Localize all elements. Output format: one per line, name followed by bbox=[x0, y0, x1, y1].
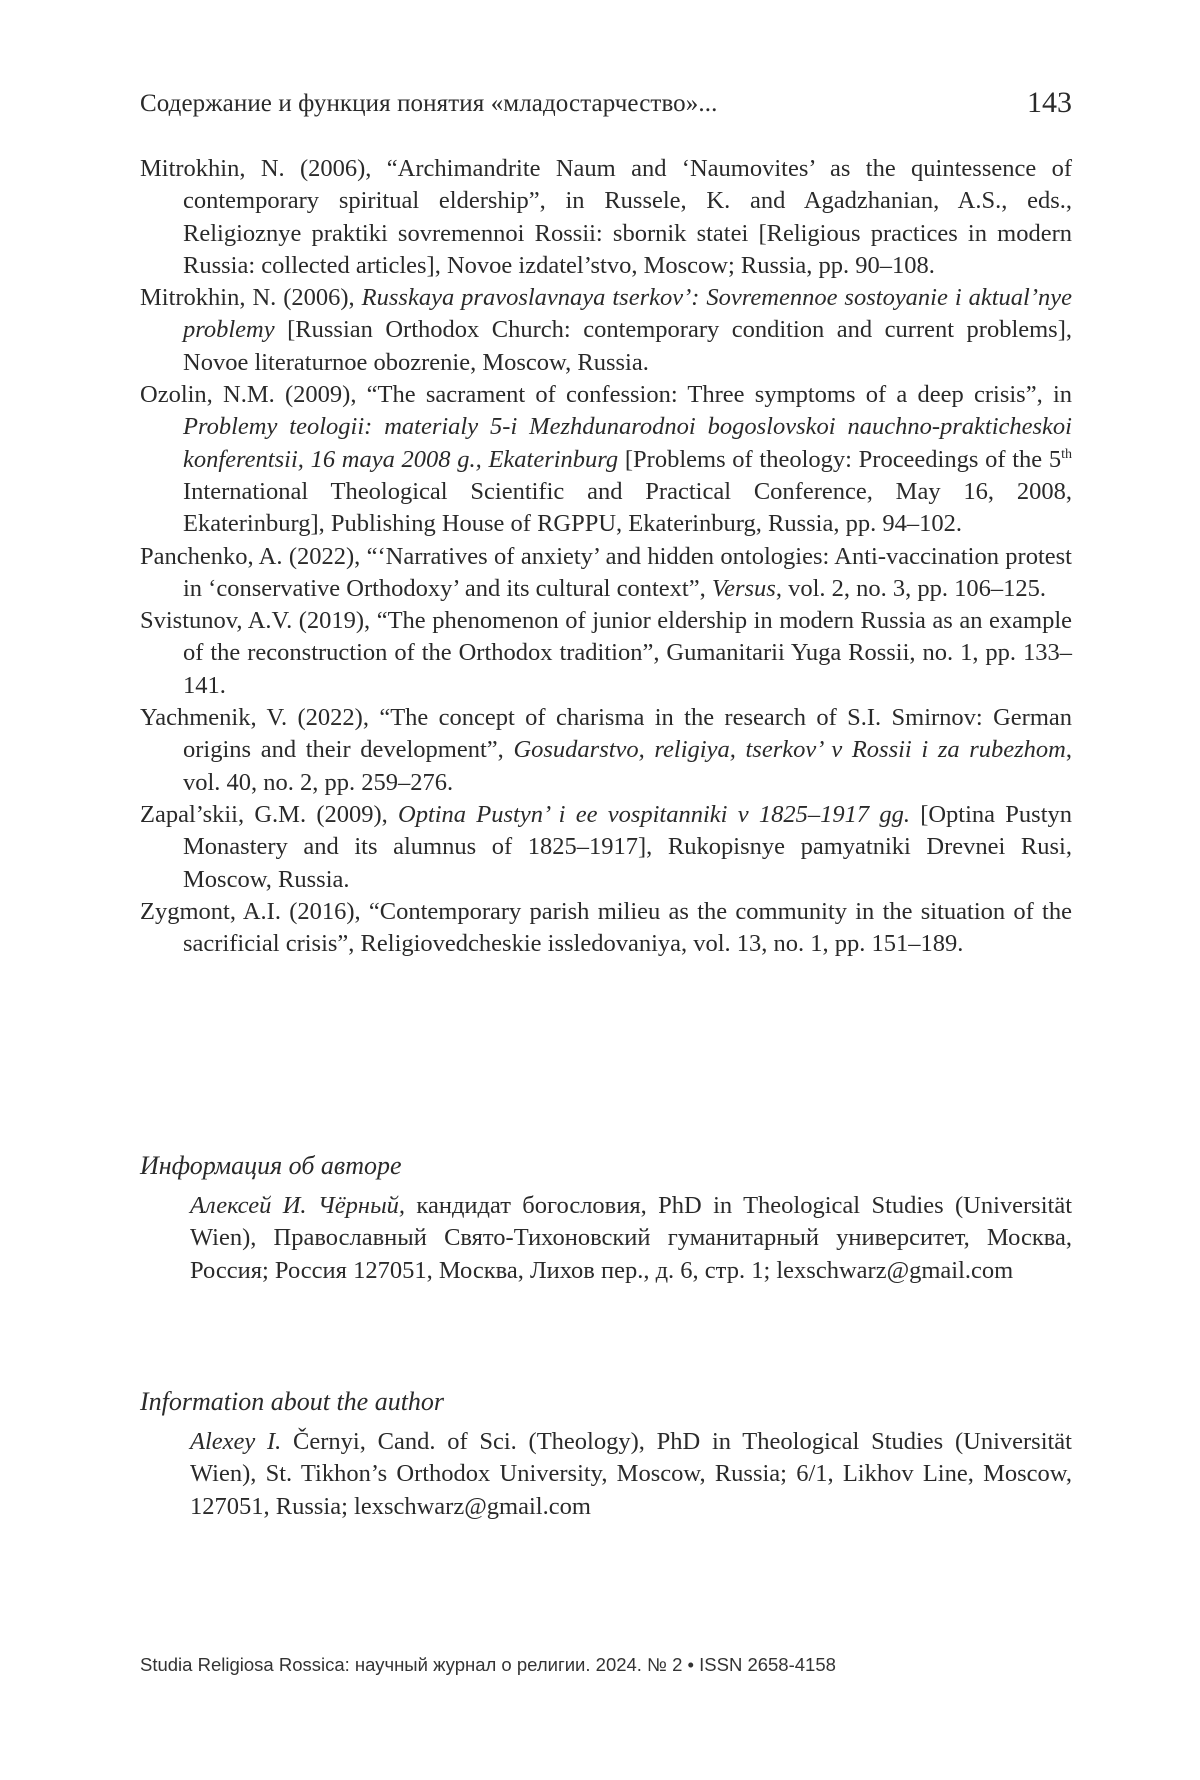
reference-item: Zygmont, A.I. (2016), “Contemporary parish milieu as the community in the situation of the sacrificial crisis”, Religiovedcheskie issledovaniya, vol. 13, no. 1, pp. 151–189. bbox=[140, 897, 1072, 958]
running-header bbox=[140, 86, 1072, 122]
reference-item: Mitrokhin, N. (2006), “Archimandrite Naum and ‘Naumovites’ as the quintessence of contemporary spiritual eldership”, in Russele, K. and Agadzhanian, A.S., eds., Religioznye praktiki sovremennoi Rossii: sbornik statei [Religious practices in modern Russia: collected articles], Novoe izdatel’stvo, Moscow; Russia, pp. 90–108. bbox=[140, 155, 1072, 279]
author-name-en: Alexey I. bbox=[190, 1428, 282, 1455]
reference-item: Ozolin, N.M. (2009), “The sacrament of confession: Three symptoms of a deep crisis”, in Problemy teologii: materialy 5-i Mezhdunarodnoi bogoslovskoi nauchno-prakticheskoi konferentsii, 16 maya 2008 g., Ekaterinburg [Problems of theology: Proceedings of the 5th International Theological Scientific and Practical Conference, May 16, 2008, Ekaterinburg], Publishing House of RGPPU, Ekaterinburg, Russia, pp. 94–102. bbox=[140, 381, 1072, 538]
reference-item: Yachmenik, V. (2022), “The concept of charisma in the research of S.I. Smirnov: German origins and their development”, Gosudarstvo, religiya, tserkov’ v Rossii i za rubezhom, vol. 40, no. 2, pp. 259–276. bbox=[140, 704, 1073, 796]
journal-page bbox=[140, 0, 1072, 1780]
author-info-english bbox=[140, 1386, 1072, 1523]
author-info-russian bbox=[140, 1150, 1072, 1287]
page-number: 143 bbox=[1027, 86, 1072, 119]
reference-item: Panchenko, A. (2022), “‘Narratives of anxiety’ and hidden ontologies: Anti-vaccination protest in ‘conservative Orthodoxy’ and its cultural context”, Versus, vol. 2, no. 3, pp. 106–125. bbox=[140, 542, 1072, 602]
reference-item: Mitrokhin, N. (2006), Russkaya pravoslavnaya tserkov’: Sovremennoe sostoyanie i aktual’nye problemy [Russian Orthodox Church: contemporary condition and current problems], Novoe literaturnoe obozrenie, Moscow, Russia. bbox=[140, 284, 1073, 376]
author-info-heading-ru: Информация об авторе bbox=[140, 1151, 402, 1180]
reference-item: Zapal’skii, G.M. (2009), Optina Pustyn’ i ee vospitanniki v 1825–1917 gg. [Optina Pustyn Monastery and its alumnus of 1825–1917], Rukopisnye pamyatniki Drevnei Rusi, Moscow, Russia. bbox=[140, 800, 1072, 893]
author-name-ru: Алексей И. Чёрный, bbox=[190, 1192, 406, 1219]
running-title: Содержание и функция понятия «младостарчество»... bbox=[140, 90, 718, 117]
journal-footer: Studia Religiosa Rossica: научный журнал о религии. 2024. № 2 • ISSN 2658-4158 bbox=[140, 1654, 836, 1675]
author-info-text-en: Alexey I. Černyi, Cand. of Sci. (Theology), PhD in Theological Studies (Universität Wien), St. Tikhon’s Orthodox University, Moscow, Russia; 6/1, Likhov Line, Moscow, 127051, Russia; lexschwarz@gmail.com bbox=[190, 1428, 1072, 1520]
author-info-text-ru: Алексей И. Чёрный, кандидат богословия, PhD in Theological Studies (Universität Wien), Православный Свято-Тихоновский гуманитарный университет, Москва, Россия; Россия 127051, Москва, Лихов пер., д. 6, стр. 1; lexschwarz@gmail.com bbox=[190, 1192, 1073, 1284]
author-info-heading-en: Information about the author bbox=[140, 1387, 445, 1416]
reference-list bbox=[140, 153, 1072, 960]
reference-item: Svistunov, A.V. (2019), “The phenomenon of junior eldership in modern Russia as an example of the reconstruction of the Orthodox tradition”, Gumanitarii Yuga Rossii, no. 1, pp. 133–141. bbox=[140, 607, 1072, 699]
